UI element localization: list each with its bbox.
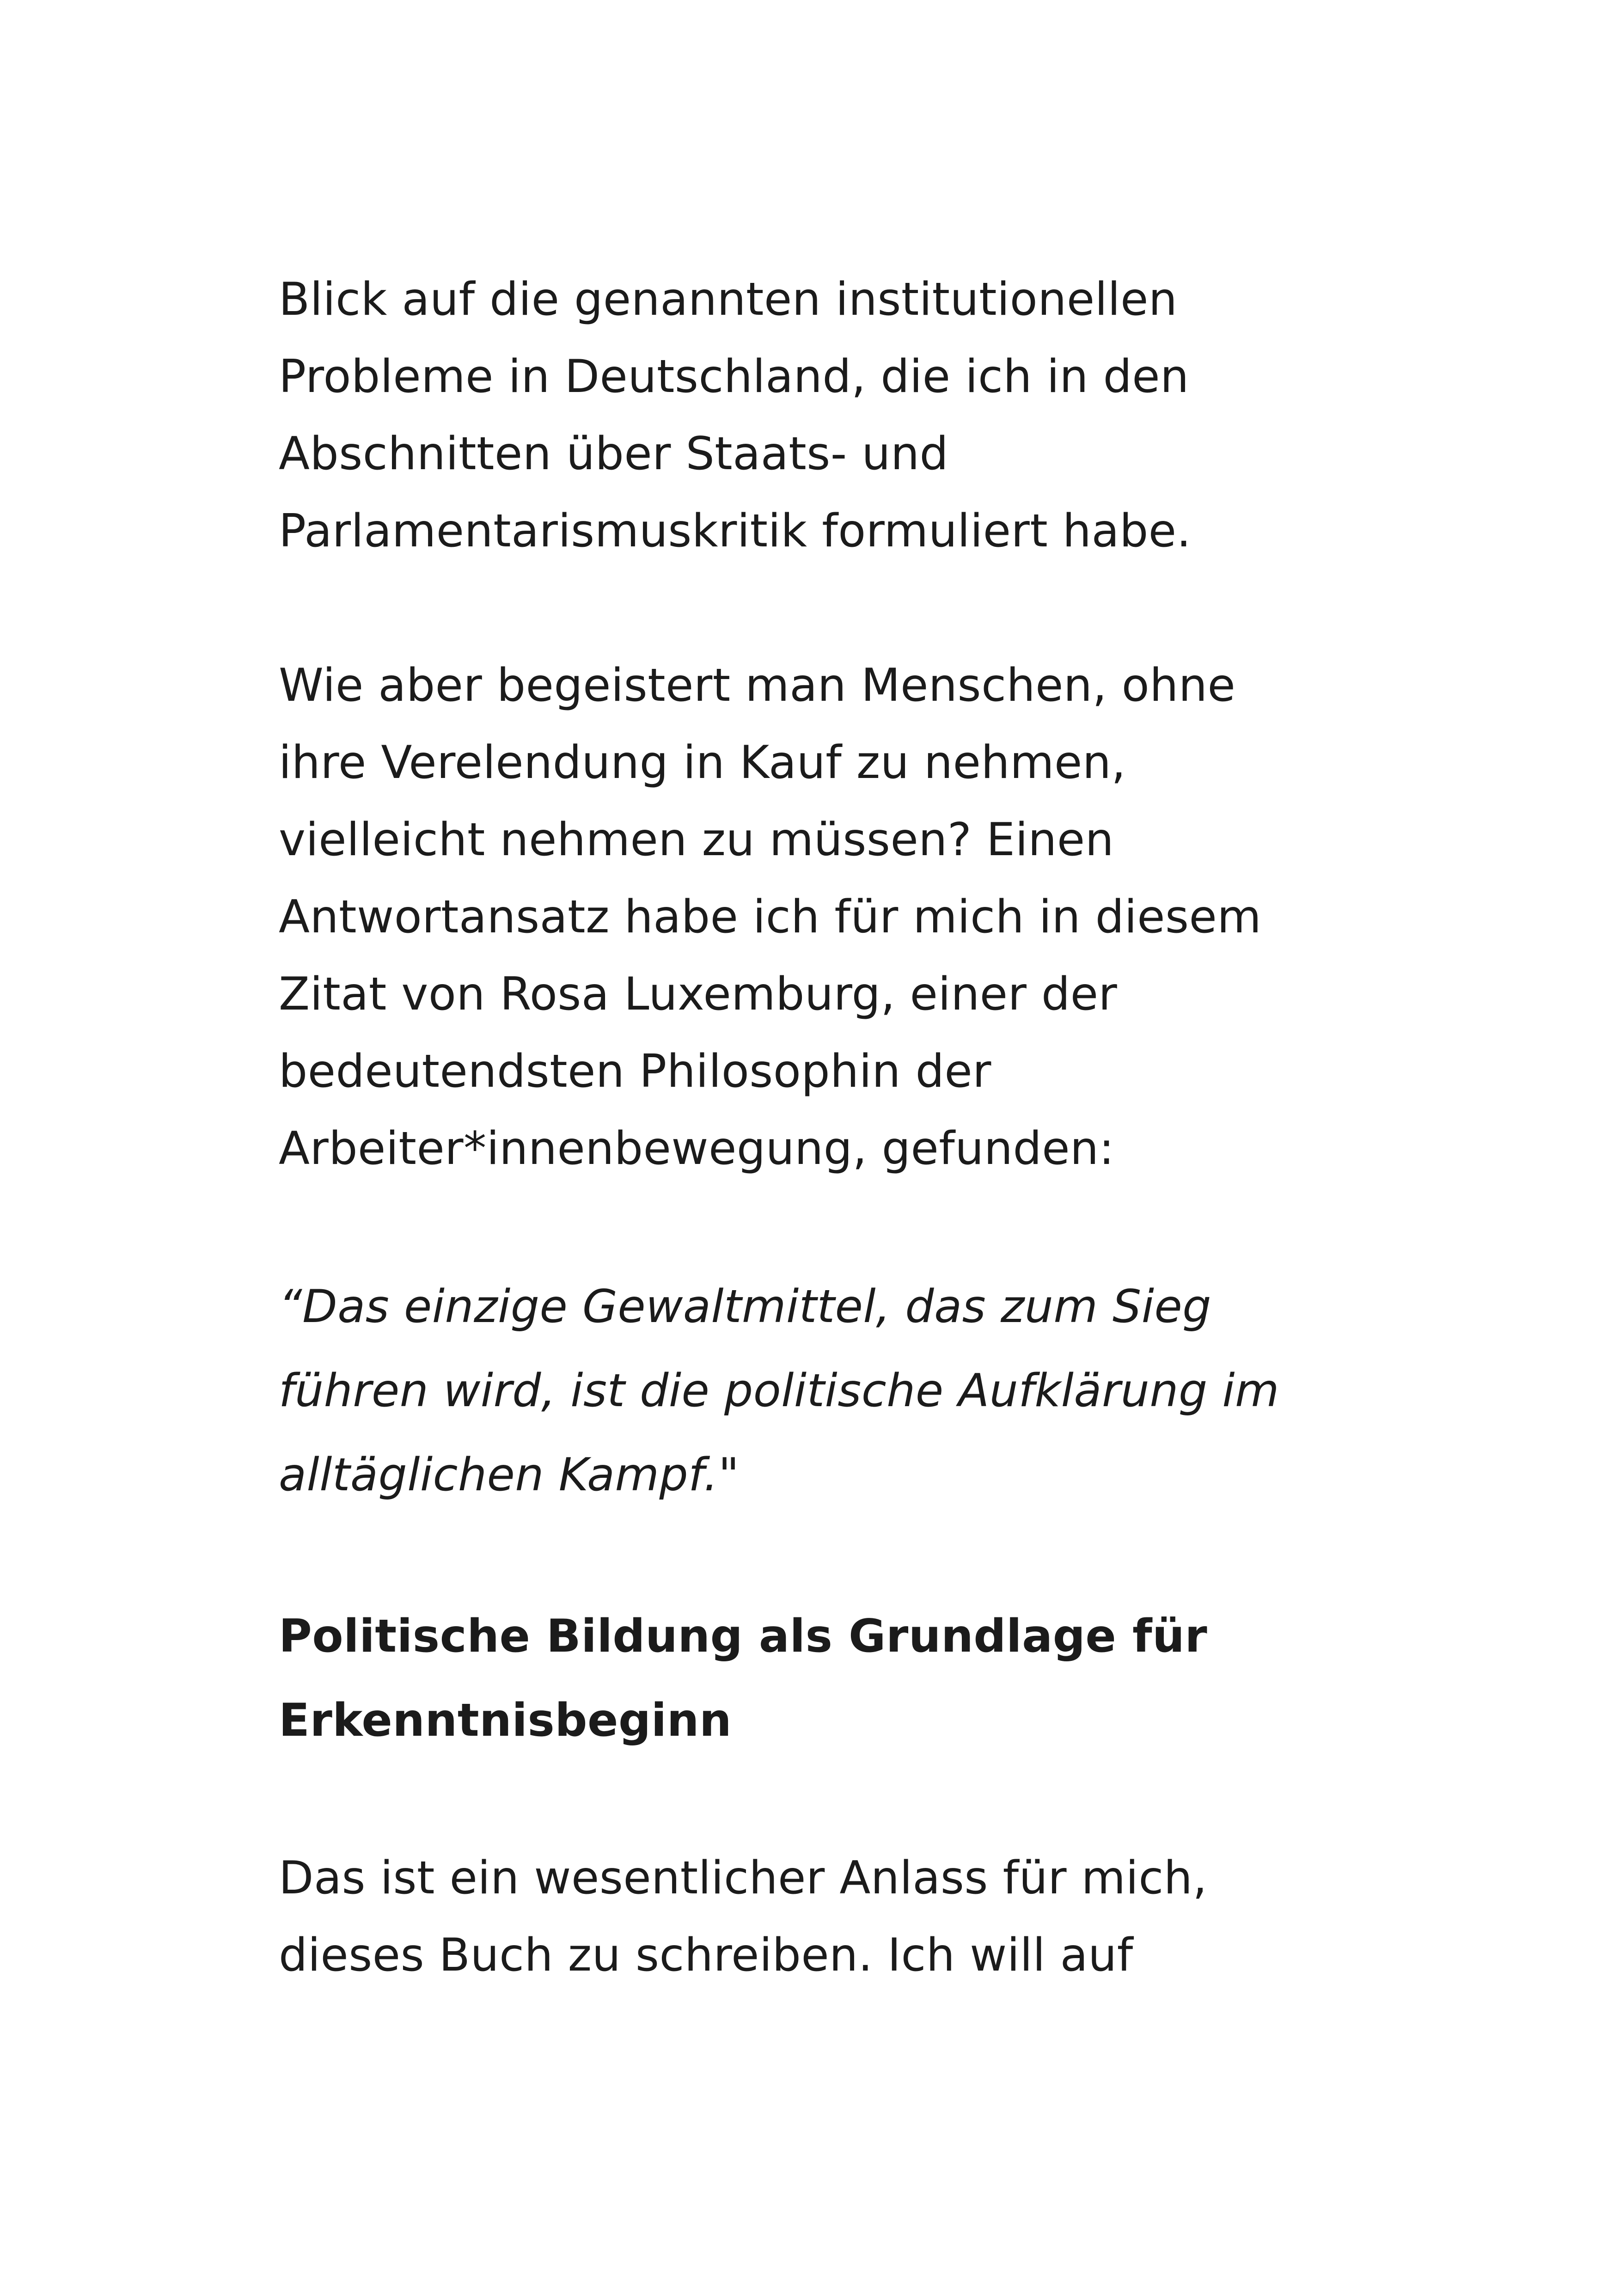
- text-line: Antwortansatz habe ich für mich in diesem: [279, 891, 1262, 943]
- text-line: Abschnitten über Staats- und: [279, 428, 949, 480]
- text-line: Parlamentarismuskritik formuliert habe.: [279, 505, 1192, 557]
- quote-line: “Das einzige Gewaltmittel, das zum Sieg: [279, 1280, 1211, 1333]
- text-line: Zitat von Rosa Luxemburg, einer der: [279, 968, 1118, 1021]
- section-heading: [279, 1594, 1342, 1763]
- heading-line: Erkenntnisbeginn: [279, 1694, 732, 1747]
- body-paragraph: [279, 261, 1342, 570]
- text-line: bedeutendsten Philosophin der: [279, 1045, 991, 1098]
- text-line: ihre Verelendung in Kauf zu nehmen,: [279, 736, 1126, 789]
- text-line: Probleme in Deutschland, die ich in den: [279, 350, 1189, 403]
- body-paragraph: [279, 1840, 1342, 1994]
- text-line: vielleicht nehmen zu müssen? Einen: [279, 814, 1114, 866]
- quote-line: alltäglichen Kampf.": [279, 1449, 740, 1501]
- text-line: Blick auf die genannten institutionellen: [279, 273, 1178, 326]
- text-line: dieses Buch zu schreiben. Ich will auf: [279, 1929, 1133, 1982]
- page-content: [279, 261, 1342, 1994]
- body-paragraph: [279, 647, 1342, 1188]
- text-line: Wie aber begeistert man Menschen, ohne: [279, 659, 1236, 712]
- heading-line: Politische Bildung als Grundlage für: [279, 1610, 1208, 1663]
- text-line: Arbeiter*innenbewegung, gefunden:: [279, 1122, 1115, 1175]
- quote-line: führen wird, ist die politische Aufklärung im: [279, 1365, 1280, 1417]
- text-line: Das ist ein wesentlicher Anlass für mich,: [279, 1852, 1207, 1904]
- block-quote: [279, 1265, 1342, 1517]
